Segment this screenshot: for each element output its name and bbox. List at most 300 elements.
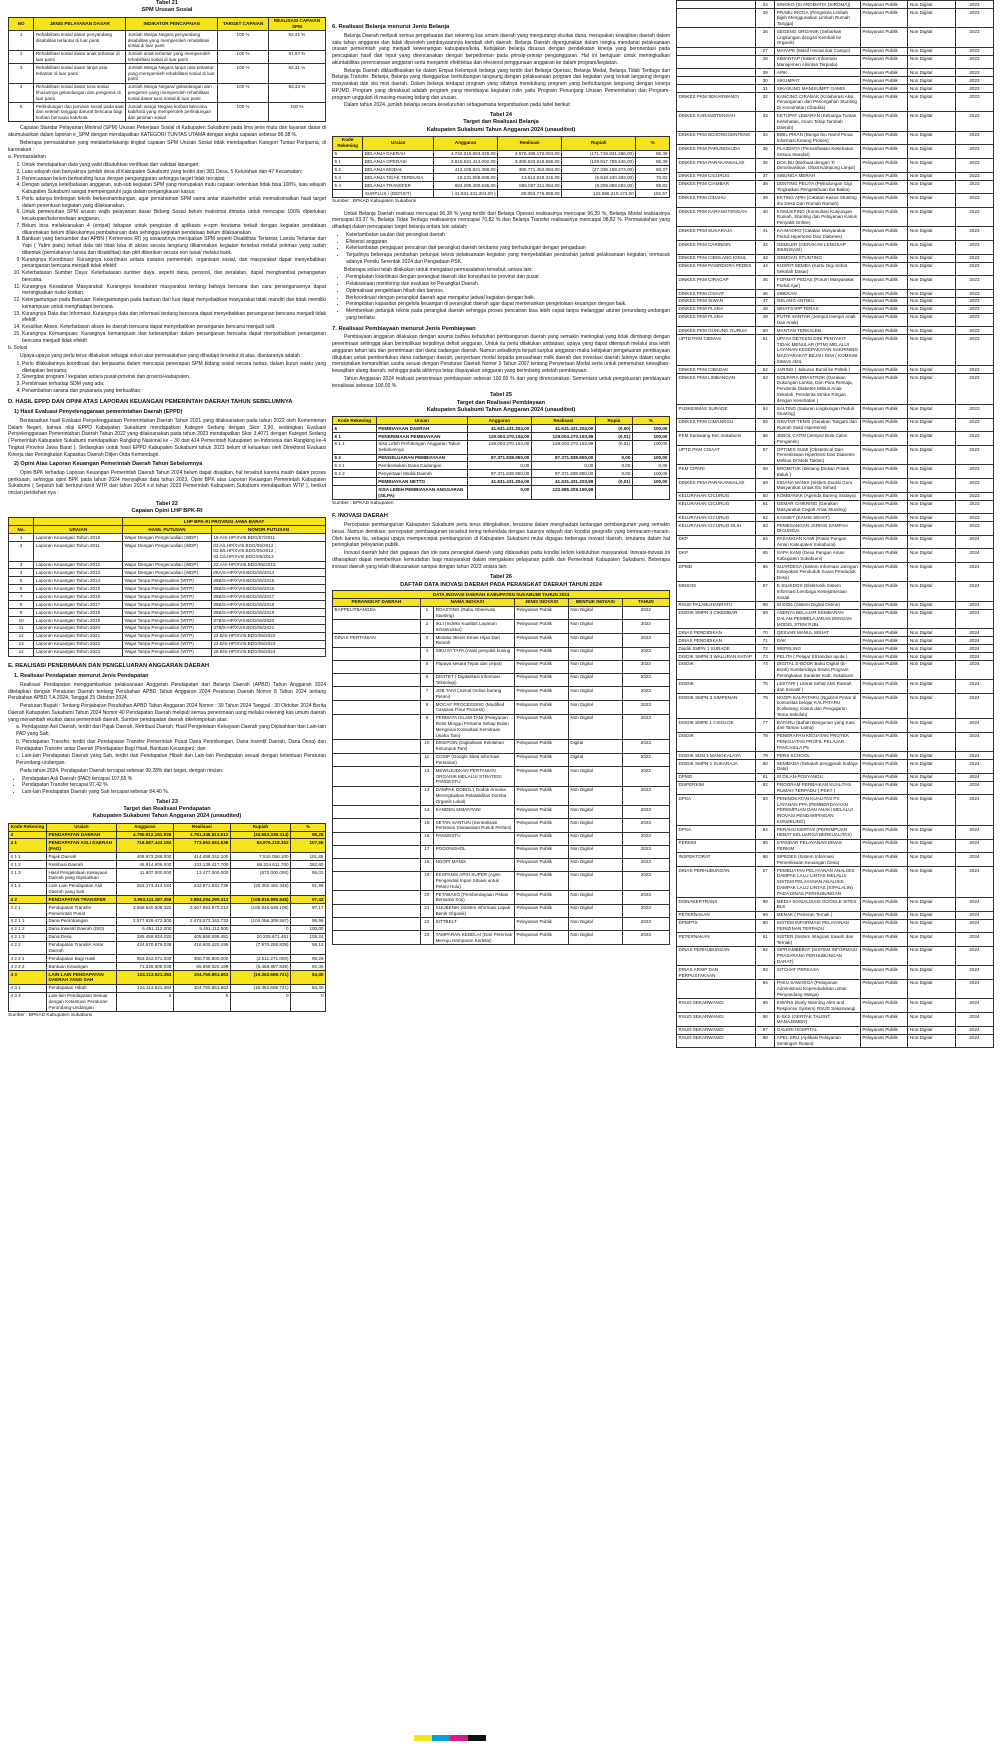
table-cell: Pelayanan Publik bbox=[514, 739, 568, 753]
table-cell: Pelayanan Publik bbox=[860, 327, 908, 335]
table-cell: Non Digital bbox=[568, 634, 622, 648]
table-row bbox=[677, 374, 994, 405]
table-cell: BATARU (Bahan Bangunan yang Kasi dari Taman Lama) bbox=[775, 719, 861, 733]
table-cell: DINKES PKM PARAKANSALAK bbox=[677, 159, 756, 173]
table-cell: 2024 bbox=[955, 752, 993, 760]
column-left bbox=[8, 0, 326, 1746]
list-item: 1. Perlu dilakukannya koordinasi dan kerjasama dalam mencapai penerapan SPM bidang sosial secara tuntas, dalam kurun waktu yang ditetapkan bersama; bbox=[22, 361, 326, 375]
table-cell bbox=[677, 69, 756, 77]
table-header-cell: Rupiah bbox=[562, 136, 636, 150]
table-cell: GOSIP (Google Sites Informasi Pertanian) bbox=[434, 753, 515, 767]
table-header-cell: Kode Rekening bbox=[333, 417, 377, 425]
table-cell: Pelayanan Publik bbox=[860, 795, 908, 826]
table-cell: Pelayanan Publik bbox=[514, 818, 568, 832]
table-header-cell: REALISASI CAPAIAN SPM bbox=[268, 17, 325, 31]
table-cell: DIKEPOIN (Digitalisasi Kelolahan Kelompok Tani) bbox=[434, 739, 515, 753]
table-cell: PERS SCHOOL bbox=[775, 752, 861, 760]
table-cell: DINAS PERHUBUNGAN bbox=[677, 867, 756, 898]
table-cell: Rehabilitasi sosial dasar penyandang disabilitas terlantar di luar panti bbox=[34, 31, 126, 50]
list-item: • Optimalisasi pengelolaan hibah dan bansos. bbox=[346, 288, 670, 295]
table-cell: Non Digital bbox=[908, 254, 956, 262]
table-row bbox=[333, 739, 670, 753]
table-cell: Lain-Lain Pendapatan Asli Daerah yang Sah bbox=[47, 882, 117, 896]
table-cell: (108.816.896.945) bbox=[230, 896, 290, 904]
table-cell: 2023 bbox=[955, 305, 993, 313]
table-cell: 129.003.270.154,00 bbox=[467, 432, 531, 440]
table-cell: Pelayanan Publik bbox=[860, 660, 908, 679]
table-cell: 46B/S-HP/XVIII.BDG/05/2015 bbox=[211, 577, 325, 585]
table-cell: Laporan Keuangan Tahun 2017 bbox=[34, 601, 123, 609]
pendapatan-paragraph-1: Realisasi Pendapatan menggambarkan pelaksanaan Anggaran Pendapatan dan Belanja Daerah (APBD) Tahun Anggaran 2024 ditetapkan dengan Peraturan Daerah tentang Perubahan APBD Tahun Anggaran 2024 Peraturan Daerah Nomor 8 Tahun 2024 tentang Perubahan APBD T.A 2024, Tanggal 25 Oktober 2024. bbox=[8, 681, 326, 702]
table-cell: SIPEDES (Sistem Informasi Pemeriksaan Keuangan Desa) bbox=[775, 853, 861, 867]
table-cell: BELANJA TRANSFER bbox=[363, 182, 434, 190]
table-cell: GOLPARA DRASTROK (Gerakan Dukungan Lansia, Dan Para Remaja, Penderita Diabetes Militus Anak Sekolah, Penderita Stroke Ringan dengan Kesehatan ) bbox=[775, 374, 861, 405]
table-cell: 4 2 1 1 bbox=[9, 917, 47, 925]
table-cell: MOCAF PROCESSING (Modified Cassava Flour Process) bbox=[434, 701, 515, 715]
table-cell: DISDIK SMPN 3 SIMPENAN bbox=[677, 693, 756, 718]
table-cell: 17 bbox=[420, 845, 433, 858]
table-cell bbox=[677, 55, 756, 69]
table-row bbox=[677, 418, 994, 432]
table24-source: Sumber : BPKAD Kabupaten Sukabumi bbox=[332, 199, 417, 205]
table-cell: 71.328.608.038 bbox=[116, 963, 173, 971]
table-cell: Non Digital bbox=[908, 418, 956, 432]
table-cell: Pelayanan Publik bbox=[514, 904, 568, 918]
table-cell: Non Digital bbox=[908, 465, 956, 479]
table-cell: Laporan Keuangan Tahun 2021 bbox=[34, 632, 123, 640]
table-row bbox=[333, 904, 670, 918]
table-row bbox=[677, 180, 994, 194]
table-cell: 0,00 bbox=[595, 462, 632, 470]
table-cell: Non Digital bbox=[908, 660, 956, 679]
table-cell: Non Digital bbox=[908, 404, 956, 418]
table-cell: 3.993.111.187.358 bbox=[116, 896, 173, 904]
table-cell: 2 bbox=[9, 50, 34, 64]
table-cell: 0 bbox=[173, 992, 230, 1011]
table-cell: 41.631.431.204,00 bbox=[467, 425, 531, 433]
table26-title: Tabel 26 bbox=[490, 574, 512, 581]
table-row bbox=[677, 47, 994, 55]
table-cell: PENERIMAAN PEMBIAYAAN bbox=[376, 432, 467, 440]
table-cell: 10 bbox=[9, 616, 34, 624]
table-cell: 37 bbox=[756, 172, 775, 180]
table-cell: 2 bbox=[420, 620, 433, 634]
table-cell: 4 bbox=[9, 569, 34, 577]
table-cell: 2023 bbox=[955, 432, 993, 446]
table-cell: 9 bbox=[420, 714, 433, 739]
table-cell: 686.087.311.054,00 bbox=[498, 182, 562, 190]
table-cell: GENTAR TENSI (Gerakan Tangani dari Rumah Sakit Hipertensi) bbox=[775, 418, 861, 432]
table-cell bbox=[333, 701, 421, 715]
table-cell: DISPERKIM bbox=[677, 781, 756, 795]
table-cell: 100 % bbox=[218, 83, 269, 102]
table-cell: 5 bbox=[9, 103, 34, 122]
table-cell: Non Digital bbox=[568, 832, 622, 845]
table-cell: EKTING APIH (Catatan Kasus Stunting Ibu Desa Dan Rumah Ramah) bbox=[775, 194, 861, 208]
table-cell: Non Digital bbox=[568, 701, 622, 715]
list-item: 1. Untuk mendapatkan data yang valid dibutuhkan verifikasi dan validasi lapangan; bbox=[22, 162, 326, 169]
table-row bbox=[9, 601, 326, 609]
table-cell: DIGITET ( Digitalisasi Informasi Teknologi) bbox=[434, 673, 515, 687]
list-item: 7. Belum bisa melaksanakan 4 (empat) tahapan untuk pengisian di aplikasis e-spm terutama terkait dengan kegiatan pendataan dikarenakan belum dilakukannya pembaharuan data sehingga kegiatan pendataan belum dilaksanakan. bbox=[22, 223, 326, 237]
table-cell: DINAS PENDIDIKAN bbox=[677, 629, 756, 637]
table-cell: SALTING (Saluran Lingkungan Peduli Stunting) bbox=[775, 404, 861, 418]
table-cell: Non Digital bbox=[908, 289, 956, 297]
table-cell: 2023 bbox=[955, 131, 993, 145]
table-cell: 80.053.776.869,00 bbox=[498, 190, 562, 198]
table-cell: Non Digital bbox=[908, 159, 956, 173]
table-cell: SISA LEBIH PEMBIAYAAN ANGGARAN (SILPA) bbox=[376, 486, 467, 500]
table-cell: Non Digital bbox=[568, 620, 622, 634]
table-cell: 99,28 bbox=[291, 831, 326, 839]
table-row bbox=[677, 637, 994, 645]
table-cell: Non Digital bbox=[568, 660, 622, 673]
table-cell: BELANJA TIDAK TERDUGA bbox=[363, 174, 434, 182]
table-header-cell: % bbox=[632, 417, 669, 425]
table-cell: 2023 bbox=[622, 739, 669, 753]
table-row bbox=[333, 454, 670, 462]
eppd-heading: 1) Hasil Evaluasi Penyelenggaraan pemerintahan Daerah (EPPD) bbox=[14, 409, 183, 416]
table-cell: PAKU SAWARGA (Pelayanan Administrasi Kependudukan untuk Penyandang Warga) bbox=[775, 979, 861, 998]
table-cell: ROASTING (Rabu Observasi Stunting) bbox=[434, 606, 515, 620]
table23-subtitle: Target dan Realisasi Pendapatan bbox=[123, 806, 211, 813]
table-cell: Pelayanan Publik bbox=[860, 112, 908, 131]
table-cell: DISDIK SMPN 4 CIKEMBAR bbox=[677, 609, 756, 628]
table-cell: (670.000.000) bbox=[230, 868, 290, 882]
table-cell: Non Digital bbox=[568, 714, 622, 739]
table-cell bbox=[677, 28, 756, 47]
table-cell: DINKES PKM PASIRDORA PEDES bbox=[677, 262, 756, 276]
table-cell: DINKES PKM CICURUG bbox=[677, 172, 756, 180]
table-cell: Pelayanan Publik bbox=[514, 753, 568, 767]
table-row bbox=[333, 174, 670, 182]
table-row bbox=[677, 112, 994, 131]
table-cell: RSUD SEKARWANGI bbox=[677, 1012, 756, 1026]
table-header-cell: % bbox=[291, 823, 326, 831]
belanja-solutions bbox=[332, 274, 670, 321]
table-cell: (2.511.271.000) bbox=[230, 955, 290, 963]
table-cell: 4 3 1 bbox=[9, 984, 47, 992]
table-row bbox=[677, 582, 994, 601]
table-cell: RSUD SEKARWANGI bbox=[677, 1034, 756, 1048]
table-cell: Pelayanan Publik bbox=[514, 891, 568, 905]
table-cell: 2024 bbox=[955, 652, 993, 660]
table-header-cell: INDIKATOR PENCAPAIAN bbox=[126, 17, 218, 31]
table-cell: GALERI HOSPITAL bbox=[775, 1026, 861, 1034]
table-row bbox=[677, 919, 994, 933]
table-cell: DPSA bbox=[677, 826, 756, 840]
table-cell: 6 2 2 bbox=[333, 470, 377, 478]
table-cell: 86.224.611.700 bbox=[230, 861, 290, 869]
table-cell: 2022 bbox=[622, 753, 669, 767]
table-cell: 2023 bbox=[955, 85, 993, 93]
table-cell: 192,57 bbox=[636, 190, 670, 198]
table-cell: Lain-lain Pendapatan Sesuai dengan Ketentuan Peraturan Perundang-Undangan bbox=[47, 992, 117, 1011]
table-cell: 4 2 1 bbox=[9, 904, 47, 918]
table-row bbox=[333, 871, 670, 890]
table-cell: Pelayanan Publik bbox=[514, 634, 568, 648]
table-cell: IKLI (Indeks Kualitas Layanan Infrastruktur) bbox=[434, 620, 515, 634]
table-row bbox=[677, 629, 994, 637]
list-item: • Lain-lain Pendapatan Daerah yang Sah tercapai sebesar 84,40 %. bbox=[22, 789, 326, 796]
table-row bbox=[677, 194, 994, 208]
table-cell: 5 bbox=[333, 150, 363, 158]
table25-subtitle: Target dan Realisasi Pembiayaan bbox=[456, 399, 546, 406]
table-cell: 0,00 bbox=[467, 486, 531, 500]
table-cell: 50 bbox=[756, 327, 775, 335]
table-cell: 2023 bbox=[955, 445, 993, 464]
table-row bbox=[677, 404, 994, 418]
table-cell: Non Digital bbox=[908, 194, 956, 208]
table-cell: 71 bbox=[756, 637, 775, 645]
table-cell: Pelayanan Publik bbox=[514, 845, 568, 858]
table-cell: 29.B/S-HP/XVIII.BDG/05/2024 bbox=[211, 648, 325, 656]
table-cell: 23.B/S-HP/XVIII.BDG/05/2023 bbox=[211, 640, 325, 648]
table-row bbox=[333, 470, 670, 478]
table-cell: Bantuan Keuangan bbox=[47, 963, 117, 971]
table-row bbox=[677, 262, 994, 276]
table-cell: 2023 bbox=[955, 404, 993, 418]
table-cell: 20 bbox=[420, 891, 433, 905]
table-cell: 39B/S-HP/XVIII.BDG/06/2016 bbox=[211, 585, 325, 593]
list-item: • Peningkatan kapasitas pengelola keuangan di perangkat daerah agar dapat memerankan pengelolaan keuangan dengan baik. bbox=[346, 301, 670, 308]
table-row bbox=[9, 534, 326, 542]
table-cell: Pelayanan Publik bbox=[860, 549, 908, 563]
table-cell: Wajar Tanpa Pengecualian (WTP) bbox=[123, 593, 212, 601]
table-cell: PENINGKATAN KUALITAS PS LAYANAN PPA (PEMBERDAYAAN PEREMPUAN DAN ANAK) MELALUI INOVASI PENDAMPINGAN KONSELING) bbox=[775, 795, 861, 826]
table-cell: 104.750.861.663 bbox=[173, 984, 230, 992]
table-cell: 24 bbox=[756, 1, 775, 9]
table-header-cell: JENIS INOVASI bbox=[514, 598, 568, 606]
table-cell: Pelayanan Publik bbox=[860, 77, 908, 85]
table-cell: Non Digital bbox=[568, 786, 622, 805]
table-cell: Pelayanan Publik bbox=[860, 966, 908, 980]
table-cell: 232.871.931.736 bbox=[173, 882, 230, 896]
table-cell: OPTIMIS SUMI (Obstetrical Dan Pemeriksaan Hipertensi Dan Diabetes Melitus Di Mobi Taktim) bbox=[775, 445, 861, 464]
table-cell: 13 bbox=[9, 640, 34, 648]
table-cell: 86 bbox=[756, 853, 775, 867]
table-cell: Pendapatan Transfer Antar Daerah bbox=[47, 941, 117, 955]
table-cell: SIDANA MANIS (Sistem Durasi Guru Masyarakat Untuk Ibu Sehat) bbox=[775, 478, 861, 492]
table-cell: PENERAPAN KEGIATAN PROYEK PENGUATAN PROFIL PELAJAR PANCASILA P5 bbox=[775, 732, 861, 751]
table-row bbox=[9, 593, 326, 601]
table22-title: Tabel 22 bbox=[156, 500, 178, 507]
table-cell: 68 bbox=[756, 601, 775, 609]
list-item: 2. Sinergitas program / kegiatan antara pusat-provinsi dan provinsi-kabupaten, bbox=[22, 374, 326, 381]
table-cell: 87.371.838.950,00 bbox=[531, 454, 595, 462]
table-cell: 2024 bbox=[955, 1012, 993, 1026]
table-header-cell: Uraian bbox=[363, 136, 434, 150]
table-header-cell: TARGET CAPAIAN bbox=[218, 17, 269, 31]
table-cell: Pelayanan Publik bbox=[514, 687, 568, 701]
table-cell: 283,80 bbox=[291, 861, 326, 869]
table24-subtitle2: Kabupaten Sukabumi Tahun Anggaran 2024 (unaudited) bbox=[426, 126, 576, 133]
table-cell: Non Digital bbox=[908, 500, 956, 514]
table-cell: (104.056.309.567) bbox=[230, 917, 290, 925]
table-cell: Non Digital bbox=[568, 606, 622, 620]
table-row bbox=[333, 606, 670, 620]
table-cell: 2024 bbox=[955, 773, 993, 781]
table-cell: Pelayanan Publik bbox=[860, 366, 908, 374]
table-cell: 2023 bbox=[622, 687, 669, 701]
table-cell: 416.600.420.199 bbox=[173, 941, 230, 955]
table-cell: Non Digital bbox=[908, 77, 956, 85]
table-cell: Pelayanan Publik bbox=[860, 781, 908, 795]
table-cell: Pendapatan Hibah bbox=[47, 984, 117, 992]
table-cell: Pelayanan Publik bbox=[860, 241, 908, 255]
table-row bbox=[333, 190, 670, 198]
table-header-cell: Anggaran bbox=[116, 823, 173, 831]
table-cell: Non Digital bbox=[908, 262, 956, 276]
table-row bbox=[677, 680, 994, 694]
table-cell: 32 bbox=[756, 93, 775, 112]
table-cell: 53 bbox=[756, 374, 775, 405]
table-cell: DINKES PKM SUKARAJA bbox=[677, 227, 756, 241]
table-cell: 46 bbox=[756, 289, 775, 297]
table-cell: Pembentukan Dana Cadangan bbox=[376, 462, 467, 470]
table-cell: 3 bbox=[420, 634, 433, 648]
table-cell: SETAN SANTUN (Sentralisasi Pertanian Diwawasan Pusuk Pertani) bbox=[434, 818, 515, 832]
table-cell: Pelayanan Publik bbox=[860, 514, 908, 522]
table-cell: Pelayanan Publik bbox=[860, 404, 908, 418]
opini-paragraph: Opini BPK terhadap Laporan Keuangan Pemerintah Daerah Tahun 2024 belum dapat disajikan, hal tersebut karena masih dalam proses periksaan, sehingga opini BPK pada tahun 2024 menyajikan data tahun 2023, Opini BPK atas Laporan Keuangan Pemerintah Kabupaten Sukabumi ( Sepuluh kali berturut-turut WTP dari tahun 2014 s.d tahun 2023 Pemerintah Kabupaten Sukabumi mendapatkan WTP ), berikut rincian perolehan nya : bbox=[8, 469, 326, 497]
table-cell: KELURAHAN CICURUG bbox=[677, 492, 756, 500]
table-cell: Laporan Keuangan Tahun 2018 bbox=[34, 609, 123, 617]
table-row bbox=[333, 166, 670, 174]
table-cell: (100.846.638.106) bbox=[230, 904, 290, 918]
table-cell: 2023 bbox=[622, 701, 669, 715]
table-cell: 5 3 bbox=[333, 174, 363, 182]
table-cell: Pelayanan Publik bbox=[860, 418, 908, 432]
table-cell: PUSKESMAS SURADE bbox=[677, 404, 756, 418]
table-cell: 100 % bbox=[218, 103, 269, 122]
table-cell: Pajak Daerah bbox=[47, 853, 117, 861]
table-cell: Pelayanan Publik bbox=[860, 867, 908, 898]
table-cell: Non Digital bbox=[908, 760, 956, 774]
table-cell: UPAYA DETEKSI DINI PENYAKIT TIDAK MENULAR (PTM) MELALUI LAYANAN KESEPAKATAN SAKRINING MASYARAKAT BEJAH DINI ( KOMSINI SIMAS ADIL bbox=[775, 335, 861, 366]
table-cell: Non Digital bbox=[908, 8, 956, 27]
table-cell: 19 bbox=[420, 871, 433, 890]
list-item: • Pendapatan Transfer tercapai 97,42 % bbox=[22, 782, 326, 789]
table-row bbox=[677, 492, 994, 500]
table-cell bbox=[677, 47, 756, 55]
table-cell: Non Digital bbox=[568, 673, 622, 687]
table-cell: 87.371.838.950,00 bbox=[531, 470, 595, 478]
table-cell: Laporan Keuangan Tahun 2020 bbox=[34, 624, 123, 632]
table-cell: 14 bbox=[9, 648, 34, 656]
table-cell: PELITA ( Pelajar Ell tandan ayuta ) bbox=[775, 652, 861, 660]
table-row bbox=[677, 933, 994, 947]
list-item: 6. Untuk pemenuhan SPM urusan wajib pelayanan dasar Bidang Sosial belum maksimal dimana untuk mencapai 100% diperlukan kecukupan/ketersediaan anggaran. bbox=[22, 209, 326, 223]
table-cell: 97 bbox=[756, 1026, 775, 1034]
table-cell: Miniatur Bisnis Emas Hijau Dari Rumah bbox=[434, 634, 515, 648]
table-cell: (5.618.240.293,00) bbox=[562, 174, 636, 182]
table-cell: DINKES PKM CIMANGGU bbox=[677, 418, 756, 432]
table-cell: 129.003.270.154,00 bbox=[467, 440, 531, 454]
table-cell: 4 1 1 bbox=[9, 853, 47, 861]
table-cell bbox=[333, 673, 421, 687]
table-row bbox=[333, 891, 670, 905]
table-cell: 92,35 bbox=[291, 963, 326, 971]
table-row bbox=[677, 693, 994, 718]
pembiayaan-paragraph-1: Pembiayaan anggaran dilakukan dengan asumsi bahwa kebutuhan pembangunan daerah yang semakin meningkat yang tidak diimbangi dengan penerimaan sehingga akan berimplikasi terjadinya defisit anggaran. Untuk itu perlu dilakukan antisipasi, upaya yang dapat ditempuh melalui sisa lebih anggaran tahun lalu dan penerimaan dari dana cadangan daerah. Namun sebaliknya terjadi surplus anggaran maka kebijakan pengeluaran pembiayaan ditujukan untuk pembentukan dana cadangan daerah, penyertaan modal kepada perusahaan milik daerah dan investasi daerah lainnya dalam rangka menciptakan kemandirian usaha sesuai dengan Peraturan Daerah Nomor 3 Tahun 2007 tentang Penyertaan Modal serta untuk pemenuhan kewajiban-kewajiban utang daerah, sehingga pada akhirnya tetap diupayakan anggaran yang berimbang setelah pembiayaan. bbox=[332, 334, 670, 375]
table-cell: 36 bbox=[756, 159, 775, 173]
color-swatch-yellow bbox=[414, 1735, 432, 1741]
table-cell: 93,37 bbox=[636, 166, 670, 174]
table-cell bbox=[333, 891, 421, 905]
table-cell: PERKIM bbox=[677, 839, 756, 853]
table25-subtitle2: Kabupaten Sukabumi Tahun Anggaran 2024 (unaudited) bbox=[426, 406, 576, 413]
table-cell: DKP bbox=[677, 535, 756, 549]
table-row bbox=[677, 966, 994, 980]
table-cell: 2023 bbox=[955, 276, 993, 290]
table-cell: 4 2 bbox=[9, 896, 47, 904]
table-cell: Pelayanan Publik bbox=[860, 826, 908, 840]
table-cell: 85 bbox=[756, 839, 775, 853]
table-cell: 2024 bbox=[955, 693, 993, 718]
table-cell: Non Digital bbox=[908, 335, 956, 366]
section-e-heading: E. REALISASI PENERIMAAN DAN PENGELUARAN ANGGARAN DAERAH bbox=[8, 662, 210, 669]
table-cell: SISTEM INFORMASI PELAYANAN PERIZINAN TERPADU bbox=[775, 919, 861, 933]
table-cell: Non Digital bbox=[908, 946, 956, 965]
table-cell: 5 bbox=[420, 660, 433, 673]
table-cell: 2023 bbox=[955, 262, 993, 276]
table-cell: (27.335.169.274,00) bbox=[562, 166, 636, 174]
table-cell: BELANJA MODAL bbox=[363, 166, 434, 174]
table-cell: 91,98 bbox=[291, 882, 326, 896]
table-cell: (0,01) bbox=[595, 432, 632, 440]
table-cell: Non Digital bbox=[568, 931, 622, 945]
table-cell: UPTD PKM CISAAT bbox=[677, 445, 756, 464]
table-row bbox=[677, 999, 994, 1013]
table-cell: 2022 bbox=[622, 767, 669, 786]
table-cell: 80 bbox=[756, 760, 775, 774]
table-cell: Pelayanan Publik bbox=[860, 839, 908, 853]
table-cell: 46.914.806.000 bbox=[116, 861, 173, 869]
table-cell: 2024 bbox=[955, 637, 993, 645]
table-cell: Non Digital bbox=[908, 629, 956, 637]
table-cell: EWARS (Early Warning Alert and Response System) RSUD Sekarwangi bbox=[775, 999, 861, 1013]
table-header-cell: URAIAN bbox=[34, 526, 123, 534]
table-cell: 56 bbox=[756, 432, 775, 446]
table-cell: Non Digital bbox=[568, 891, 622, 905]
table-cell: Non Digital bbox=[908, 478, 956, 492]
list-item: 15. Kurangnya Kemampuan: Kurangnya kemampuan dan keterampilan dalam penanganan bencana dapat menyebabkan penanganan bencana menjadi tidak efektif. bbox=[22, 331, 326, 345]
table-cell: 75 bbox=[756, 680, 775, 694]
table-cell: DINKES PKM CARINGIN bbox=[677, 241, 756, 255]
table-cell: 122.986.210.173,00 bbox=[562, 190, 636, 198]
table-cell: Pelayanan Publik bbox=[860, 8, 908, 27]
table-cell: 107,65 bbox=[291, 839, 326, 853]
table-cell: JARING ( Jaburan Bumil ke Poltek ) bbox=[775, 366, 861, 374]
table-header-cell: Kode Rekening bbox=[9, 823, 47, 831]
table-cell: 4 2 2 1 bbox=[9, 955, 47, 963]
table-cell: 73 bbox=[756, 652, 775, 660]
table-cell: Pelayanan Publik bbox=[514, 858, 568, 871]
table-cell: Pelayanan Publik bbox=[860, 445, 908, 464]
table-cell: Non Digital bbox=[568, 818, 622, 832]
table-cell: Pelayanan Publik bbox=[860, 180, 908, 194]
table-row bbox=[9, 904, 326, 918]
table-row bbox=[677, 760, 994, 774]
table-cell: ( 41.631.431.204,00 ) bbox=[434, 190, 498, 198]
table-row bbox=[333, 818, 670, 832]
table-cell bbox=[333, 918, 421, 931]
table-cell: DISDIK bbox=[677, 732, 756, 751]
table-cell: 7 bbox=[9, 593, 34, 601]
list-item: 4. Dengan adanya keterbatasan anggaran, sub-sub kegiatan SPM yang merupakan mutu capaian ketentuan tidak bisa 100%, luas wilayah Kabupaten Sukabumi sangat mempengaruhi juga dalam penjangkauan kasus; bbox=[22, 182, 326, 196]
table-cell: Non Digital bbox=[908, 637, 956, 645]
